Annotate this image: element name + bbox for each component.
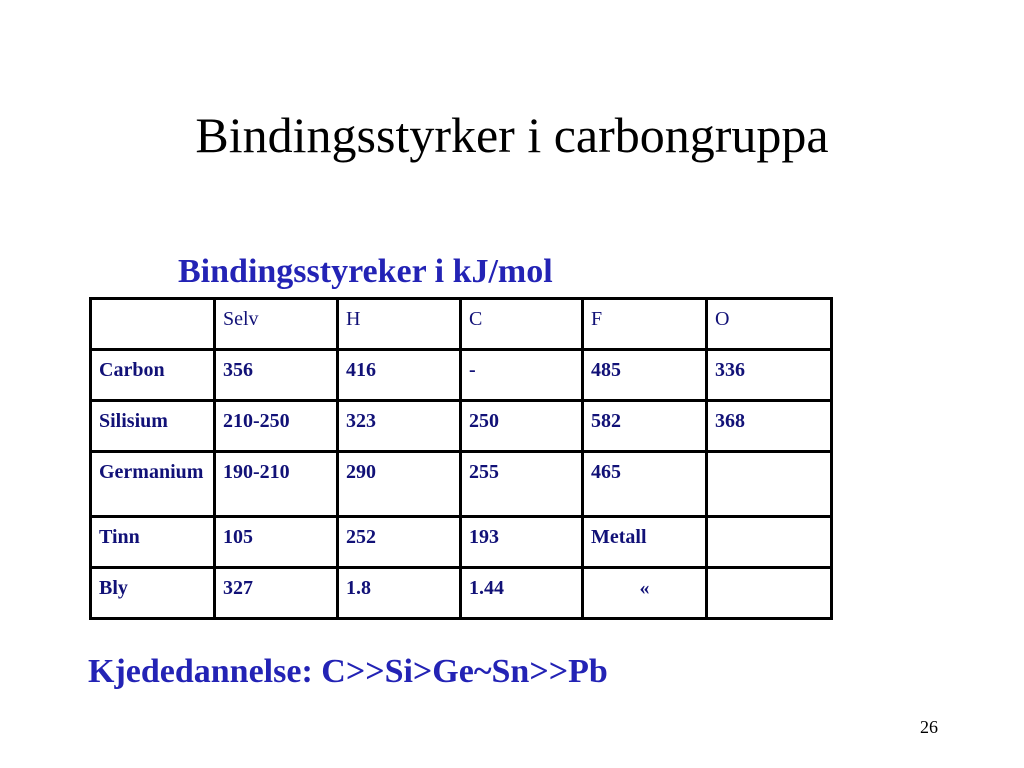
row-label-cell: Tinn bbox=[91, 517, 215, 568]
row-label-cell: Germanium bbox=[91, 452, 215, 517]
table-cell bbox=[707, 568, 832, 619]
table-cell: 323 bbox=[338, 401, 461, 452]
row-label-cell: Bly bbox=[91, 568, 215, 619]
table-row bbox=[91, 452, 832, 517]
table-cell: 252 bbox=[338, 517, 461, 568]
row-label-cell: Silisium bbox=[91, 401, 215, 452]
table-cell: 1.44 bbox=[461, 568, 583, 619]
table-row bbox=[91, 350, 832, 401]
table-cell: 356 bbox=[215, 350, 338, 401]
table-cell: « bbox=[583, 568, 707, 619]
table-header-cell: F bbox=[583, 299, 707, 350]
table-cell bbox=[707, 517, 832, 568]
table-caption: Bindingsstyreker i kJ/mol bbox=[178, 253, 553, 290]
table-cell: 210-250 bbox=[215, 401, 338, 452]
table-row bbox=[91, 517, 832, 568]
table-row bbox=[91, 568, 832, 619]
row-label-cell: Carbon bbox=[91, 350, 215, 401]
table-cell: 1.8 bbox=[338, 568, 461, 619]
table-row bbox=[91, 401, 832, 452]
table-cell: 193 bbox=[461, 517, 583, 568]
table-cell: 190-210 bbox=[215, 452, 338, 517]
table-cell: 465 bbox=[583, 452, 707, 517]
table-header-cell: C bbox=[461, 299, 583, 350]
table-cell: 327 bbox=[215, 568, 338, 619]
table-header-cell bbox=[91, 299, 215, 350]
table-header-cell: Selv bbox=[215, 299, 338, 350]
table-cell: 105 bbox=[215, 517, 338, 568]
table-cell: 416 bbox=[338, 350, 461, 401]
table-header-cell: H bbox=[338, 299, 461, 350]
chain-formation-note: Kjededannelse: C>>Si>Ge~Sn>>Pb bbox=[88, 653, 608, 690]
table-cell: 336 bbox=[707, 350, 832, 401]
table-cell: 368 bbox=[707, 401, 832, 452]
table-header-row bbox=[91, 299, 832, 350]
table-cell bbox=[707, 452, 832, 517]
page-number: 26 bbox=[920, 717, 938, 737]
slide-title: Bindingsstyrker i carbongruppa bbox=[195, 107, 829, 163]
table-cell: 485 bbox=[583, 350, 707, 401]
table-cell: - bbox=[461, 350, 583, 401]
table-header-cell: O bbox=[707, 299, 832, 350]
bond-strength-table bbox=[89, 297, 833, 620]
table-cell: 250 bbox=[461, 401, 583, 452]
table-cell: 290 bbox=[338, 452, 461, 517]
table-cell: 255 bbox=[461, 452, 583, 517]
table-cell: Metall bbox=[583, 517, 707, 568]
table-cell: 582 bbox=[583, 401, 707, 452]
